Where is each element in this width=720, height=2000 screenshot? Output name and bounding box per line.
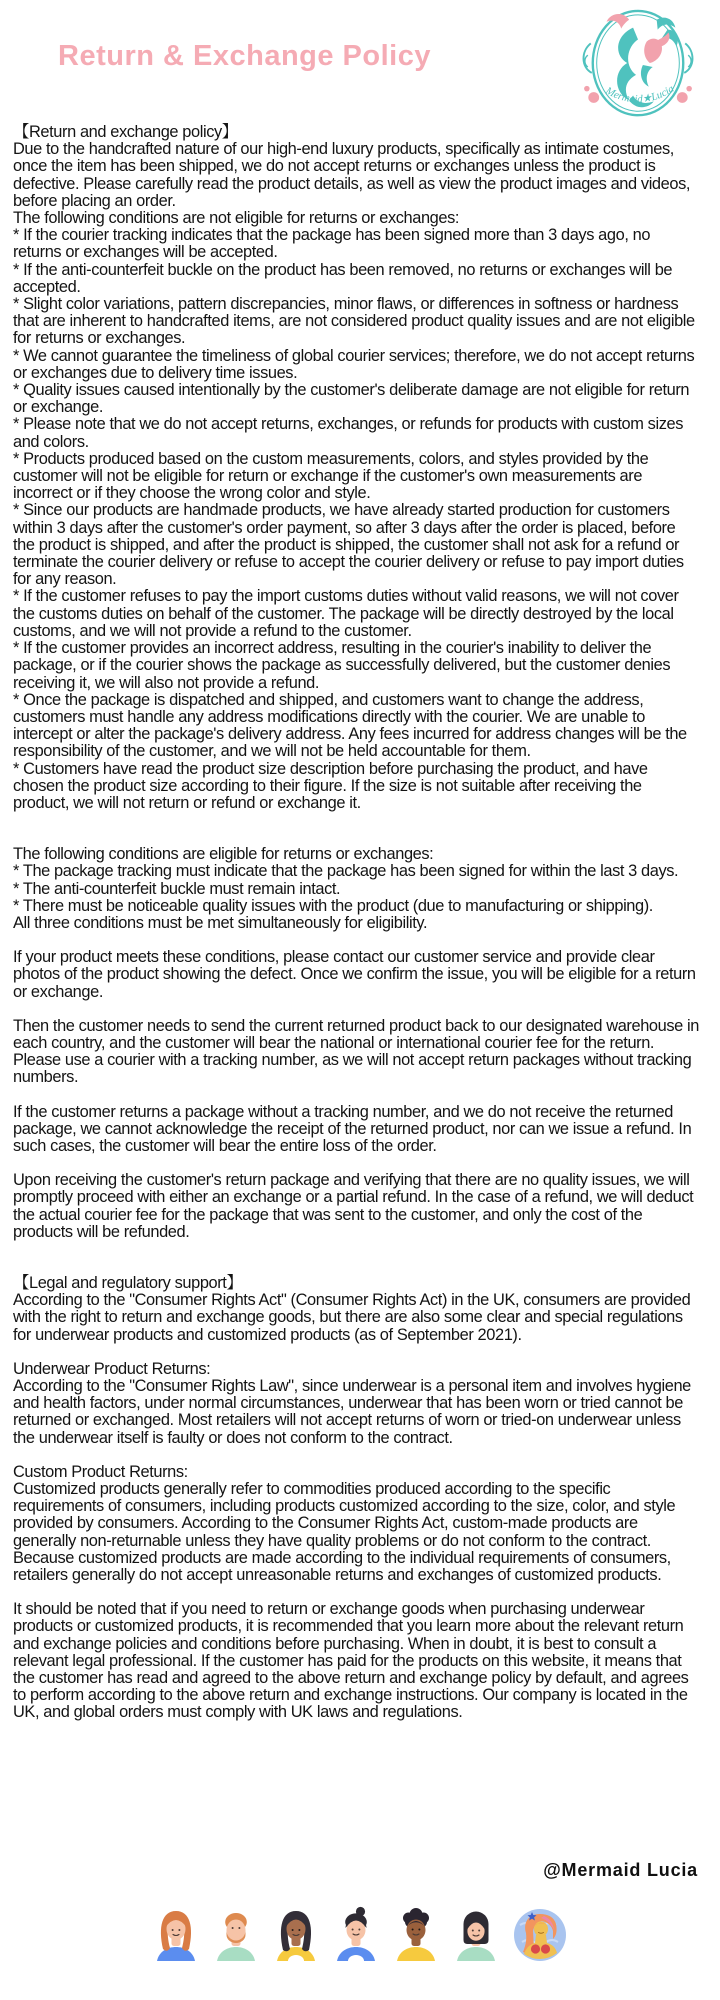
- logo-arc-text: Mermaid★Lucia: [603, 82, 677, 106]
- policy-paragraph: [13, 1584, 701, 1601]
- policy-paragraph: According to the "Consumer Rights Act" (Consumer Rights Act) in the UK, consumers are provided with the right to return and exchange goods, but there are also some clear and special regulations for underwear products and customized products (as of September 2021).: [13, 1291, 691, 1344]
- policy-paragraph: [13, 1344, 701, 1361]
- policy-paragraph: * Please note that we do not accept returns, exchanges, or refunds for products with custom sizes and colors.: [13, 415, 684, 451]
- policy-paragraph: The following conditions are not eligible for returns or exchanges:: [13, 209, 460, 228]
- avatar-man-orange-beard-icon: [214, 1903, 258, 1961]
- avatar-woman-orange-long-hair-icon: [154, 1903, 198, 1961]
- policy-paragraph: * Slight color variations, pattern discrepancies, minor flaws, or differences in softness or hardness that are inherent to handcrafted items, are not considered product quality issues and are not eligible for returns or exchanges.: [13, 295, 695, 348]
- policy-paragraph: All three conditions must be met simultaneously for eligibility.: [13, 913, 428, 932]
- mermaid-lucia-logo: [574, 6, 702, 126]
- policy-paragraph: Underwear Product Returns:: [13, 1359, 211, 1378]
- policy-paragraph: Custom Product Returns:: [13, 1462, 188, 1481]
- policy-paragraph: If your product meets these conditions, please contact our customer service and provide clear photos of the product showing the defect. Once we confirm the issue, you will be eligible for a return or exchange.: [13, 948, 696, 1001]
- avatar-woman-black-long-hair-icon: [274, 1903, 318, 1961]
- policy-paragraph: Then the customer needs to send the current returned product back to our designated warehouse in each country, and the customer will bear the national or international courier fee for the return. Please use a courier with a tracking number, as we will not accept return packages without tracking numbers.: [13, 1016, 699, 1087]
- avatar-man-curly-hair-icon: [394, 1903, 438, 1961]
- policy-paragraph: The following conditions are eligible for returns or exchanges:: [13, 845, 434, 864]
- policy-paragraph: If the customer returns a package without a tracking number, and we do not receive the returned package, we cannot acknowledge the receipt of the returned product, nor can we issue a refund. In such cases, the customer will bear the entire loss of the order.: [13, 1102, 692, 1155]
- policy-paragraph: Upon receiving the customer's return package and verifying that there are no quality issues, we will promptly proceed with either an exchange or a partial refund. In the case of a refund, we will deduct the actual courier fee for the package that was sent to the customer, and only the cost of the products will be refunded.: [13, 1171, 694, 1241]
- policy-paragraph: * There must be noticeable quality issues with the product (due to manufacturing or shipping).: [13, 896, 653, 915]
- policy-paragraph: [13, 932, 701, 949]
- policy-paragraph: * We cannot guarantee the timeliness of global courier services; therefore, we do not accept returns or exchanges due to delivery time issues.: [13, 346, 695, 382]
- avatar-woman-bun-icon: [334, 1903, 378, 1961]
- page-title: Return & Exchange Policy: [58, 40, 431, 72]
- policy-paragraph: * Quality issues caused intentionally by the customer's deliberate damage are not eligible for return or exchange.: [13, 381, 690, 417]
- policy-paragraph: * If the courier tracking indicates that the package has been signed more than 3 days ago, no returns or exchanges will be accepted.: [13, 226, 651, 262]
- policy-paragraph: * If the customer provides an incorrect address, resulting in the courier's inability to deliver the package, or if the courier shows the package as successfully delivered, but the customer denies receiving it, we will also not provide a refund.: [13, 639, 671, 692]
- policy-paragraph: [13, 1087, 701, 1104]
- policy-paragraph: [13, 1001, 701, 1018]
- policy-paragraph: According to the "Consumer Rights Law", since underwear is a personal item and involves hygiene and health factors, under normal circumstances, underwear that has been worn or tried cannot be returned or exchanged. Most retailers will not accept returns of worn or tried-on underwear unless the underwear itself is faulty or does not conform to the contract.: [13, 1377, 691, 1447]
- policy-paragraph: It should be noted that if you need to return or exchange goods when purchasing underwear products or customized products, it is recommended that you learn more about the relevant return and exchange policies and conditions before purchasing. When in doubt, it is best to consult a relevant legal professional. If the customer has paid for the products on this website, it means that the customer has read and agreed to the above return and exchange policy by default, and agrees to perform according to the above return and exchange instructions. Our company is located in the UK, and global orders must comply with UK laws and regulations.: [13, 1600, 689, 1722]
- policy-document: [13, 124, 701, 1722]
- avatar-woman-bob-icon: [454, 1903, 498, 1961]
- policy-paragraph: * Customers have read the product size description before purchasing the product, and have chosen the product size according to their figure. If the size is not suitable after receiving the product, we will not return or refund or exchange it.: [13, 759, 648, 812]
- logo-pink-group: [584, 14, 692, 103]
- policy-paragraph: [13, 1447, 701, 1464]
- avatar-row: [0, 1903, 720, 1961]
- policy-paragraph: Due to the handcrafted nature of our high-end luxury products, specifically as intimate costumes, once the item has been shipped, we do not accept returns or exchanges unless the product is defective. Please carefully read the product details, as well as view the product images and videos, before placing an order.: [13, 140, 691, 210]
- policy-paragraph: * Products produced based on the custom measurements, colors, and styles provided by the customer will not be eligible for return or exchange if the customer's own measurements are incorrect or if they choose the wrong color and style.: [13, 449, 649, 503]
- policy-paragraph: * Since our products are handmade products, we have already started production for customers within 3 days after the customer's order payment, so after 3 days after the order is placed, before the product is shipped, and after the product is shipped, the customer shall not ask for a refund or terminate the courier delivery or refuse to accept the courier delivery or refuse to pay import duties for any reason.: [13, 501, 684, 589]
- policy-paragraph: [13, 812, 701, 846]
- policy-paragraph: [13, 1155, 701, 1172]
- policy-paragraph: Customized products generally refer to commodities produced according to the specific requirements of consumers, including products customized according to the size, color, and style provided by consumers. According to the Consumer Rights Act, custom-made products are generally non-returnable unless they have quality problems or do not conform to the contract. Because customized products are made according to the individual requirements of consumers, retailers generally do not accept unreasonable returns and exchanges of customized products.: [13, 1480, 676, 1585]
- policy-paragraph: * Once the package is dispatched and shipped, and customers want to change the address, customers must handle any address modifications directly with the courier. We are unable to intercept or alter the package's delivery address. Any fees incurred for address changes will be the responsibility of the customer, and we will not be held accountable for them.: [13, 690, 687, 761]
- section-heading: 【Legal and regulatory support】: [13, 1273, 243, 1292]
- policy-paragraph: * If the customer refuses to pay the import customs duties without valid reasons, we will not cover the customs duties on behalf of the customer. The package will be directly destroyed by the local customs, and we will not provide a refund to the customer.: [13, 587, 679, 640]
- policy-paragraph: * The anti-counterfeit buckle must remain intact.: [13, 879, 341, 898]
- policy-paragraph: [13, 1241, 701, 1275]
- avatar-mermaid-icon: [514, 1909, 566, 1961]
- signature: @Mermaid Lucia: [543, 1860, 698, 1880]
- policy-paragraph: * The package tracking must indicate that the package has been signed for within the last 3 days.: [13, 862, 679, 881]
- policy-paragraph: * If the anti-counterfeit buckle on the product has been removed, no returns or exchanges will be accepted.: [13, 260, 673, 296]
- section-heading: 【Return and exchange policy】: [13, 123, 238, 141]
